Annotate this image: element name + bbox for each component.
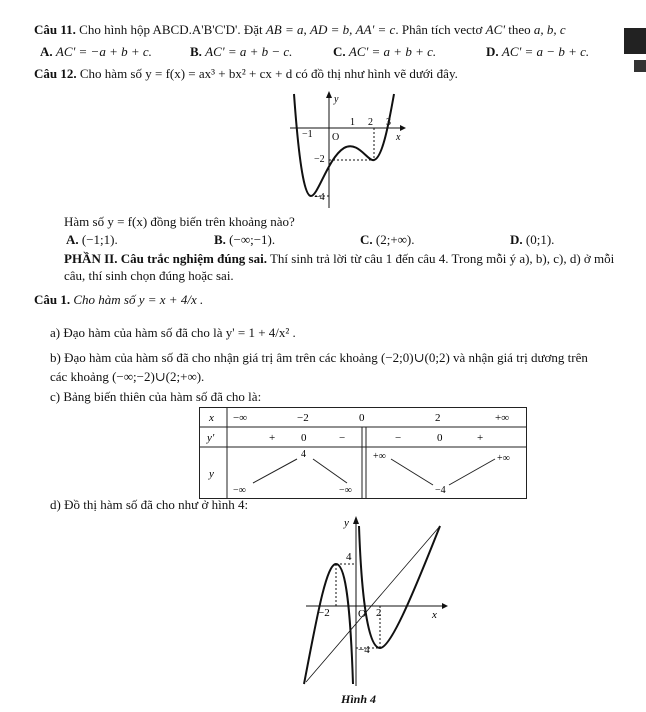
- q12-option-d-label: D.: [510, 232, 523, 247]
- q12-tick-2: 2: [368, 117, 373, 128]
- fig4-tick-m2: −2: [318, 607, 330, 619]
- q1-b1: b) Đạo hàm của hàm số đã cho nhận giá trị âm trên các khoảng (−2;0)∪(0;2) và nhận giá trị dương trên: [50, 350, 588, 365]
- fig4-y-arrow: [353, 516, 359, 524]
- vt-x-4: +∞: [495, 412, 510, 424]
- q12-option-b-text: (−∞;−1).: [229, 232, 276, 247]
- q11-option-a-text: AC' = −a + b + c.: [55, 44, 152, 59]
- fig4-origin: O: [358, 608, 366, 620]
- vt-arrow-2: [313, 459, 347, 483]
- q1-label: Câu 1.: [34, 292, 71, 307]
- q11-option-c-text: AC' = a + b + c.: [348, 44, 437, 59]
- q12-option-b-label: B.: [214, 232, 226, 247]
- q1-stem: [34, 292, 203, 308]
- q12-origin: O: [332, 132, 340, 143]
- q12-option-d-text: (0;1).: [525, 232, 555, 247]
- vt-sign-5: +: [477, 432, 484, 444]
- q11-option-a-label: A.: [40, 44, 53, 59]
- q12-option-a-text: (−1;1).: [81, 232, 118, 247]
- vt-yp-label: y': [207, 432, 215, 444]
- q11-basis: a, b, c: [533, 22, 566, 37]
- vt-sign-0: +: [269, 432, 276, 444]
- vt-y-4: −4: [435, 485, 446, 496]
- vt-y-5: +∞: [497, 453, 510, 464]
- part2-intro1: Thí sinh trả lời từ câu 1 đến câu 4. Trong mỗi ý a), b), c), d) ở mỗi: [269, 251, 615, 266]
- vt-y-label: y: [209, 468, 214, 480]
- vt-arrow-1: [253, 459, 297, 483]
- q12-question: Hàm số y = f(x) đồng biến trên khoảng nào?: [64, 214, 295, 229]
- q12-option-c: [360, 232, 415, 248]
- fig4-right-branch: [359, 526, 440, 648]
- vt-x-0: −∞: [233, 412, 248, 424]
- vt-sign-2: −: [339, 432, 346, 444]
- fig4-tick-4: 4: [346, 551, 352, 563]
- fig4-x-arrow: [442, 603, 448, 609]
- vt-x-3: 2: [435, 412, 441, 424]
- q12-option-c-text: (2;+∞).: [375, 232, 415, 247]
- q12-stem: [34, 66, 458, 82]
- scan-corner-mark-2: [634, 60, 646, 72]
- fig4-caption: Hình 4: [341, 692, 377, 706]
- fig4-graph: [300, 512, 450, 688]
- q11-option-b-label: B.: [190, 44, 202, 59]
- vt-y-2: −∞: [339, 485, 352, 496]
- q12-tick-m4: −4: [314, 192, 325, 203]
- q11-option-a: [40, 44, 152, 60]
- fig4-y-label: y: [344, 517, 349, 529]
- q11-option-b: [190, 44, 292, 60]
- q12-option-d: [510, 232, 554, 248]
- q11-text2: . Phân tích vectơ: [395, 22, 483, 37]
- fig4-x-label: x: [432, 609, 437, 621]
- q11-option-c-label: C.: [333, 44, 346, 59]
- q1-d: d) Đồ thị hàm số đã cho như ở hình 4:: [50, 497, 249, 512]
- q11-option-c: [333, 44, 436, 60]
- scan-corner-mark: [624, 28, 646, 54]
- q11-stem: Câu 11. Cho hình hộp ABCD.A'B'C'D'. Đặt AB = a, AD = b, AA' = c. Phân tích vectơ AC' theo a, b, c: [34, 22, 566, 37]
- q11-option-d: [486, 44, 589, 60]
- fig4-left-branch: [304, 564, 353, 684]
- q12-tick-3: 3: [386, 117, 391, 128]
- q11-vec-aa: AA' = c: [355, 22, 396, 37]
- vt-arrow-3: [391, 459, 433, 485]
- q12-option-a-label: A.: [66, 232, 79, 247]
- vt-x-label: x: [209, 412, 214, 424]
- q1-b2: các khoảng (−∞;−2)∪(2;+∞).: [50, 369, 205, 384]
- vt-x-2: 0: [359, 412, 365, 424]
- q12-y-label: y: [334, 94, 339, 105]
- part2-title: PHẦN II. Câu trắc nghiệm đúng sai.: [64, 251, 267, 266]
- fig4-tick-m4: −4: [358, 644, 370, 656]
- vt-sign-1: 0: [301, 432, 307, 444]
- q1-text: Cho hàm số y = x + 4/x .: [73, 292, 204, 307]
- q1-c: c) Bảng biến thiên của hàm số đã cho là:: [50, 389, 262, 404]
- q11-vec-target: AC': [485, 22, 506, 37]
- q12-tick-1: 1: [350, 117, 355, 128]
- q12-graph: [288, 88, 408, 212]
- q12-y-arrow: [326, 91, 332, 98]
- q11-option-d-label: D.: [486, 44, 499, 59]
- q11-text1: Cho hình hộp ABCD.A'B'C'D'. Đặt: [79, 22, 263, 37]
- q11-label: Câu 11.: [34, 22, 76, 37]
- vt-sign-4: 0: [437, 432, 443, 444]
- fig4-asymptote: [306, 526, 440, 682]
- vt-x-1: −2: [297, 412, 309, 424]
- q12-option-c-label: C.: [360, 232, 373, 247]
- part2-header: [64, 251, 614, 267]
- q1-a: a) Đạo hàm của hàm số đã cho là y' = 1 + 4/x² .: [50, 325, 296, 340]
- fig4-tick-2: 2: [376, 607, 382, 619]
- q12-x-label: x: [396, 132, 401, 143]
- vt-y-3: +∞: [373, 451, 386, 462]
- q11-option-b-text: AC' = a + b − c.: [205, 44, 293, 59]
- q12-x-arrow: [400, 125, 406, 131]
- q11-vec-ab: AB = a: [265, 22, 304, 37]
- variation-table: [199, 407, 527, 499]
- q12-option-a: [66, 232, 118, 248]
- q12-curve: [294, 94, 394, 196]
- q11-text3: theo: [508, 22, 531, 37]
- part2-intro2: câu, thí sinh chọn đúng hoặc sai.: [64, 268, 234, 283]
- q11-option-d-text: AC' = a − b + c.: [501, 44, 590, 59]
- q12-option-b: [214, 232, 275, 248]
- vt-y-1: 4: [301, 449, 306, 460]
- q12-text: Cho hàm số y = f(x) = ax³ + bx² + cx + d có đồ thị như hình vẽ dưới đây.: [79, 66, 458, 81]
- q12-tick-m1: −1: [302, 129, 313, 140]
- vt-sign-3: −: [395, 432, 402, 444]
- vt-y-0: −∞: [233, 485, 246, 496]
- q12-label: Câu 12.: [34, 66, 77, 81]
- q11-vec-ad: AD = b: [310, 22, 350, 37]
- vt-arrow-4: [449, 459, 495, 485]
- q12-tick-m2: −2: [314, 154, 325, 165]
